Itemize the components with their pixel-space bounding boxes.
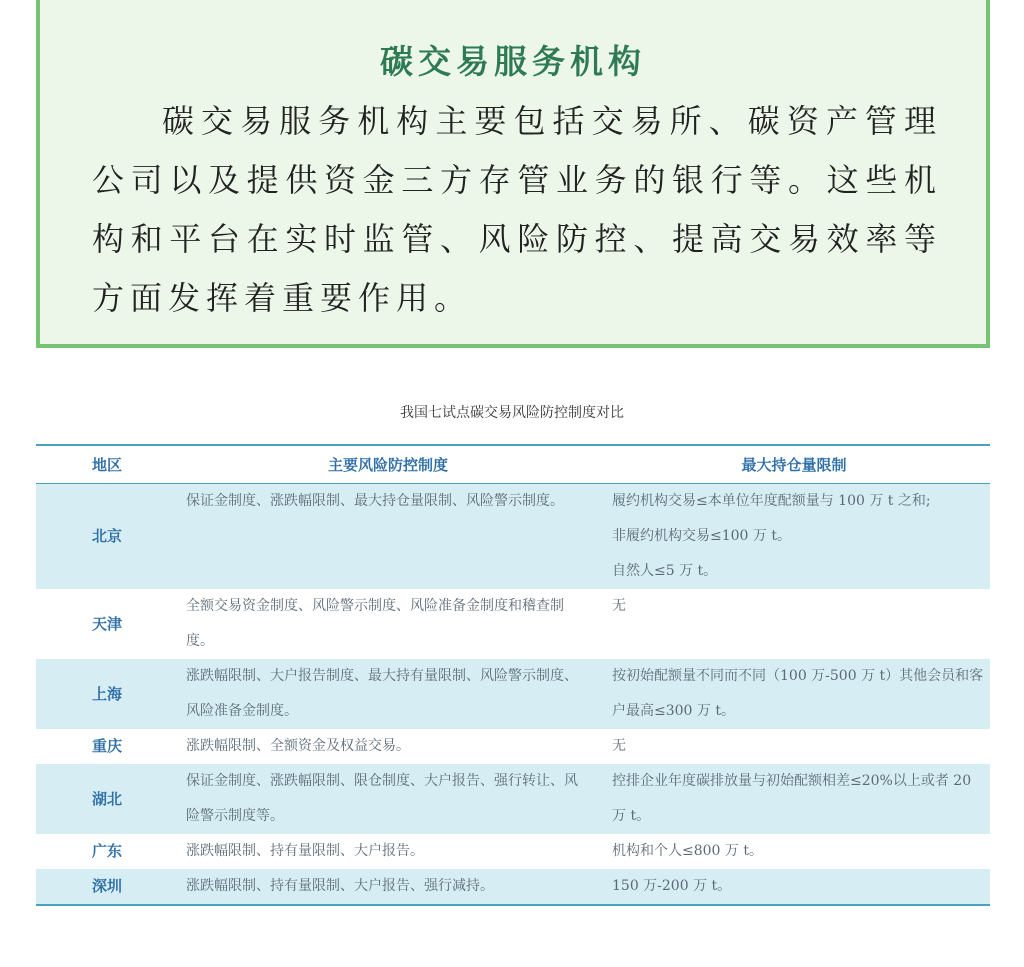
limit-line: 自然人≤5 万 t。	[612, 563, 718, 579]
region-cell: 广东	[91, 842, 122, 860]
region-cell: 北京	[36, 484, 178, 590]
risk-control-table	[36, 444, 990, 906]
table-row	[36, 659, 990, 729]
rules-cell: 保证金制度、涨跌幅限制、限仓制度、大户报告、强行转让、风险警示制度等。	[178, 764, 598, 834]
table-row	[36, 764, 990, 834]
table-row	[36, 589, 990, 659]
intro-paragraph: 碳交易服务机构主要包括交易所、碳资产管理公司以及提供资金三方存管业务的银行等。这些机构和平台在实时监管、风险防控、提高交易效率等方面发挥着重要作用。	[92, 102, 942, 317]
rules-cell: 涨跌幅限制、大户报告制度、最大持有量限制、风险警示制度、风险准备金制度。	[178, 659, 598, 729]
table-row	[36, 834, 990, 869]
region-cell: 重庆	[91, 737, 122, 755]
header-limit: 最大持仓量限制	[598, 445, 990, 484]
rules-cell: 全额交易资金制度、风险警示制度、风险准备金制度和稽查制度。	[186, 598, 564, 649]
limit-cell: 无	[612, 598, 626, 614]
rules-cell: 涨跌幅限制、持有量限制、大户报告、强行减持。	[178, 869, 598, 905]
region-cell: 天津	[91, 614, 122, 633]
limit-line: 非履约机构交易≤100 万 t。	[612, 528, 791, 544]
region-cell: 湖北	[36, 764, 178, 834]
limit-cell: 150 万-200 万 t。	[598, 869, 990, 905]
limit-line: 履约机构交易≤本单位年度配额量与 100 万 t 之和;	[612, 493, 931, 509]
region-cell: 深圳	[36, 869, 178, 905]
rules-cell: 涨跌幅限制、全额资金及权益交易。	[186, 738, 410, 754]
table-header-row	[36, 445, 990, 484]
limit-cell: 控排企业年度碳排放量与初始配额相差≤20%以上或者 20 万 t。	[598, 764, 990, 834]
rules-cell: 涨跌幅限制、持有量限制、大户报告。	[186, 843, 424, 859]
rules-cell: 保证金制度、涨跌幅限制、最大持仓量限制、风险警示制度。	[178, 484, 598, 590]
table-row	[36, 729, 990, 764]
table-caption: 我国七试点碳交易风险防控制度对比	[400, 405, 624, 421]
region-cell: 上海	[36, 659, 178, 729]
table-row	[36, 869, 990, 905]
intro-box	[36, 0, 990, 348]
limit-cell	[598, 484, 990, 590]
limit-cell: 无	[612, 738, 626, 754]
header-region: 地区	[36, 445, 178, 484]
intro-title: 碳交易服务机构	[380, 42, 646, 81]
limit-cell: 按初始配额量不同而不同（100 万-500 万 t）其他会员和客户最高≤300 万 t。	[598, 659, 990, 729]
header-rules: 主要风险防控制度	[178, 445, 598, 484]
limit-cell: 机构和个人≤800 万 t。	[612, 843, 763, 859]
table-row	[36, 484, 990, 590]
